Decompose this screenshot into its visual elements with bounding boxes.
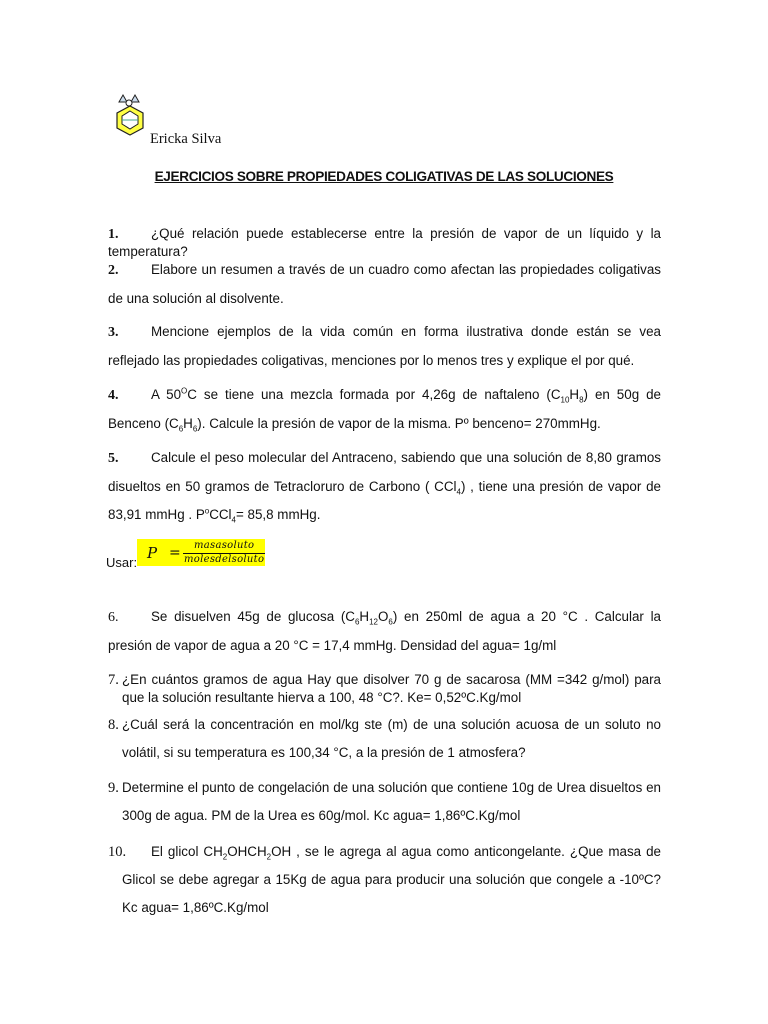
question-3 [108, 318, 661, 375]
question-1 [108, 225, 661, 260]
question-number: 8. [108, 717, 119, 733]
question-6 [108, 603, 661, 660]
text-segment: Calcule el peso molecular del Antraceno, sabiendo que una solución de 8,80 gramos disueltos en 50 gramos de Tetracloruro de Carbono ( CCl [108, 450, 661, 494]
question-text: ¿En cuántos gramos de agua Hay que disolver 70 g de sacarosa (MM =342 g/mol) para que la solución resultante hierva a 100, 48 °C?. Ke= 0,52ºC.Kg/mol [122, 672, 661, 705]
question-number: 7. [108, 672, 119, 688]
question-number: 1. [108, 227, 119, 242]
text-segment: Se disuelven 45g de glucosa (C [151, 609, 355, 624]
text-segment: ). Calcule la presión de vapor de la misma. Pº benceno= 270mmHg. [197, 416, 601, 431]
formula [137, 539, 265, 568]
subscript: 2 [266, 852, 272, 862]
question-10 [108, 838, 661, 922]
subscript: 12 [369, 617, 378, 627]
question-text: ¿Cuál será la concentración en mol/kg ste (m) de una solución acuosa de un soluto no volátil, si su temperatura es 100,34 °C, a la presión de 1 atmosfera? [122, 717, 661, 760]
question-number: 3. [108, 325, 119, 340]
subscript: 10 [560, 395, 570, 405]
superscript: o [204, 506, 210, 516]
text-segment: OH , se le agrega al agua como anticongelante. ¿Que masa de Glicol se debe agregar a 15Kg de agua para producir una solución que congele a -10ºC? Kc agua= 1,86ºC.Kg/mol [122, 844, 662, 915]
formula-lhs: P [147, 544, 158, 562]
text-segment: A 50 [151, 387, 182, 402]
question-number: 5. [108, 451, 119, 466]
subscript: 6 [388, 617, 393, 627]
text-segment: OHCH [227, 844, 267, 859]
subscript: 4 [231, 515, 236, 525]
page-title: EJERCICIOS SOBRE PROPIEDADES COLIGATIVAS DE LAS SOLUCIONES [154, 169, 614, 184]
author-name: Ericka Silva [150, 131, 222, 147]
text-segment: ) en 50g de Benceno (C [108, 387, 661, 431]
subscript: 4 [456, 487, 461, 497]
question-text: Elabore un resumen a través de un cuadro como afectan las propiedades coligativas de una solución al disolvente. [108, 262, 661, 306]
text-segment: H [359, 609, 370, 624]
formula-numerator: masasoluto [194, 540, 255, 551]
question-text: Mencione ejemplos de la vida común en forma ilustrativa donde están se vea reflejado las propiedades coligativas, menciones por lo menos tres y explique el por qué. [108, 324, 661, 368]
text-segment: C se tiene una mezcla formada por 4,26g de naftaleno (C [187, 387, 561, 402]
question-number: 9. [108, 780, 119, 796]
subscript: 6 [192, 424, 198, 434]
question-9 [108, 774, 661, 830]
subscript: 2 [222, 852, 228, 862]
formula-label: Usar: [106, 555, 138, 570]
question-number: 10. [108, 844, 127, 860]
question-4 [108, 381, 661, 438]
text-segment: = 85,8 mmHg. [235, 507, 321, 522]
text-segment: O [378, 609, 389, 624]
question-number: 4. [108, 388, 119, 403]
text-segment: H [569, 387, 580, 402]
question-text: Determine el punto de congelación de una solución que contiene 10g de Urea disueltos en 300g de agua. PM de la Urea es 60g/mol. Kc agua= 1,86ºC.Kg/mol [122, 780, 661, 823]
text-segment: ) en 250ml de agua a 20 °C . Calcular la presión de vapor de agua a 20 °C = 17,4 mmHg. Densidad del agua= 1g/ml [108, 609, 661, 653]
question-number: 6. [108, 610, 119, 625]
formula-equals: = [169, 545, 181, 561]
question-8 [108, 711, 661, 767]
question-text: ¿Qué relación puede establecerse entre la presión de vapor de un líquido y la temperatura? [108, 226, 661, 259]
logo-icon [113, 92, 147, 142]
question-5 [108, 444, 661, 529]
superscript: O [181, 386, 188, 396]
question-2 [108, 256, 661, 313]
text-segment: H [183, 416, 193, 431]
subscript: 6 [354, 617, 360, 627]
text-segment: ) , tiene una presión de vapor de 83,91 mmHg . P [108, 479, 661, 522]
text-segment: El glicol CH [151, 844, 223, 859]
question-7 [108, 671, 661, 706]
formula-denominator: molesdelsoluto [184, 554, 265, 565]
subscript: 6 [178, 424, 184, 434]
subscript: 8 [579, 395, 584, 405]
question-number: 2. [108, 263, 119, 278]
text-segment: CCl [209, 507, 232, 522]
